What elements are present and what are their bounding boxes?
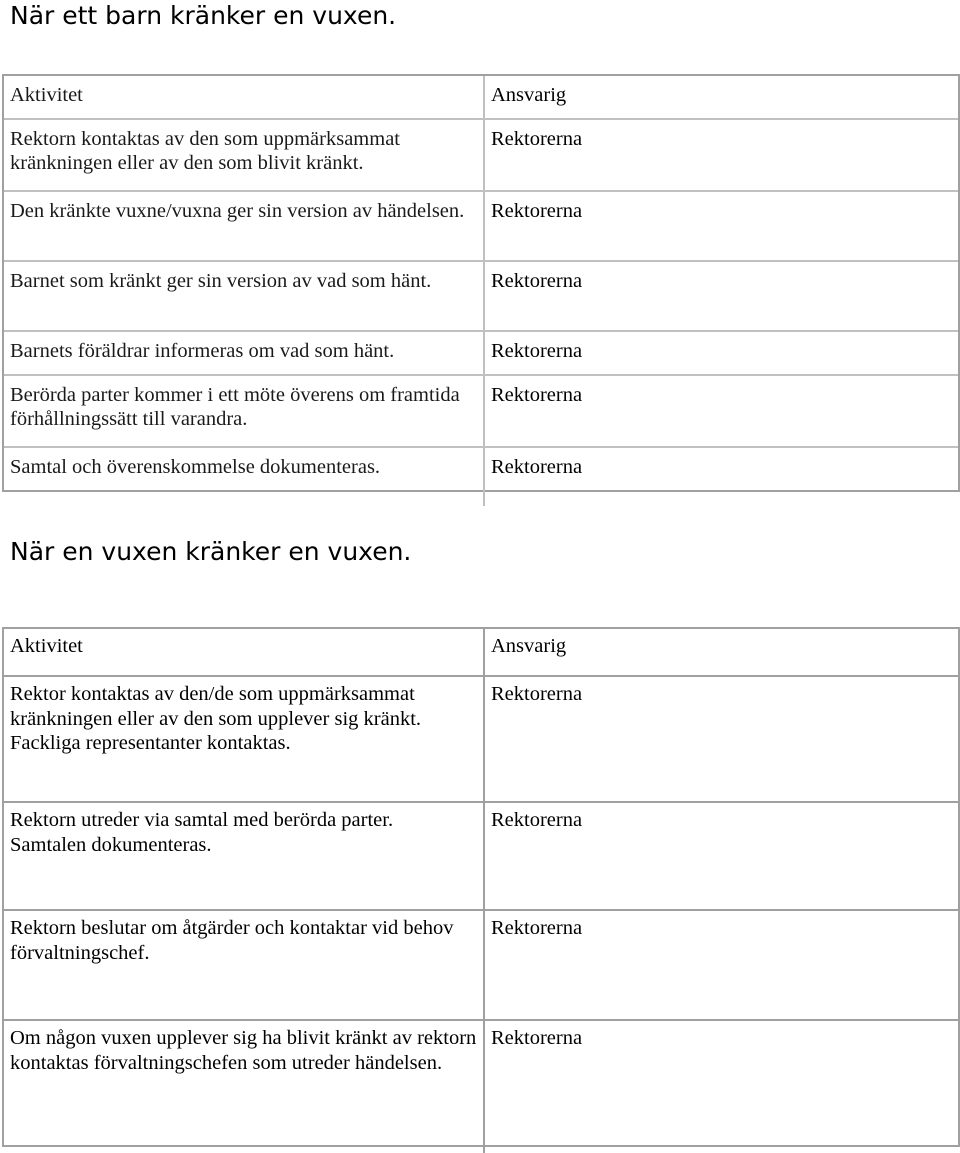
activity-cell: Den kränkte vuxne/vuxna ger sin version av händelsen. [4,192,485,260]
column-header-activity: Aktivitet [4,629,485,675]
activity-line: Fackliga representanter kontaktas. [10,732,291,754]
responsible-cell: Rektorerna [491,456,583,478]
responsible-cell: Rektorerna [491,384,583,406]
table-row [4,675,958,801]
table-row [4,909,958,1019]
table-row [4,446,958,506]
activity-line: kränkningen eller av den som upplever sig kränkt. [10,707,422,730]
responsible-cell: Rektorerna [491,917,583,939]
responsible-cell: Rektorerna [491,340,583,362]
column-header-responsible: Ansvarig [491,635,567,657]
activity-cell: Om någon vuxen upplever sig ha blivit kränkt av rektorn kontaktas förvaltningschefen som utreder händelsen. [4,1021,485,1153]
section-heading-adult-offends-adult: När en vuxen kränker en vuxen. [10,537,412,566]
responsible-cell: Rektorerna [491,1027,583,1049]
activity-cell: Samtal och överenskommelse dokumenteras. [4,448,485,506]
activity-line: Samtalen dokumenteras. [10,833,212,856]
column-header-activity: Aktivitet [4,76,485,118]
responsible-cell: Rektorerna [491,683,583,705]
table-row [4,190,958,260]
activity-cell: Berörda parter kommer i ett möte överens om framtida förhållningssätt till varandra. [4,376,485,446]
table-row [4,260,958,330]
activity-table-adult-offends-adult [2,627,960,1147]
responsible-cell: Rektorerna [491,128,583,150]
responsible-cell: Rektorerna [491,809,583,831]
responsible-cell: Rektorerna [491,270,583,292]
activity-table-child-offends-adult [2,74,960,492]
column-header-responsible: Ansvarig [491,84,567,106]
section-heading-child-offends-adult: När ett barn kränker en vuxen. [10,1,397,30]
table-row [4,801,958,909]
table-row [4,330,958,374]
activity-cell: Barnets föräldrar informeras om vad som hänt. [4,332,485,374]
table-row [4,118,958,190]
activity-cell: Rektorn beslutar om åtgärder och kontaktar vid behov förvaltningschef. [4,911,485,1019]
table-header-row [4,629,958,675]
responsible-cell: Rektorerna [491,200,583,222]
activity-cell [4,803,485,909]
activity-cell [4,677,485,801]
activity-line: Rektor kontaktas av den/de som uppmärksammat [10,683,415,705]
activity-cell: Barnet som kränkt ger sin version av vad som hänt. [4,262,485,330]
activity-cell: Rektorn kontaktas av den som uppmärksammat kränkningen eller av den som blivit kränkt. [4,120,485,190]
table-row [4,374,958,446]
table-row [4,1019,958,1153]
table-header-row [4,76,958,118]
activity-line: Rektorn utreder via samtal med berörda parter. [10,809,394,831]
